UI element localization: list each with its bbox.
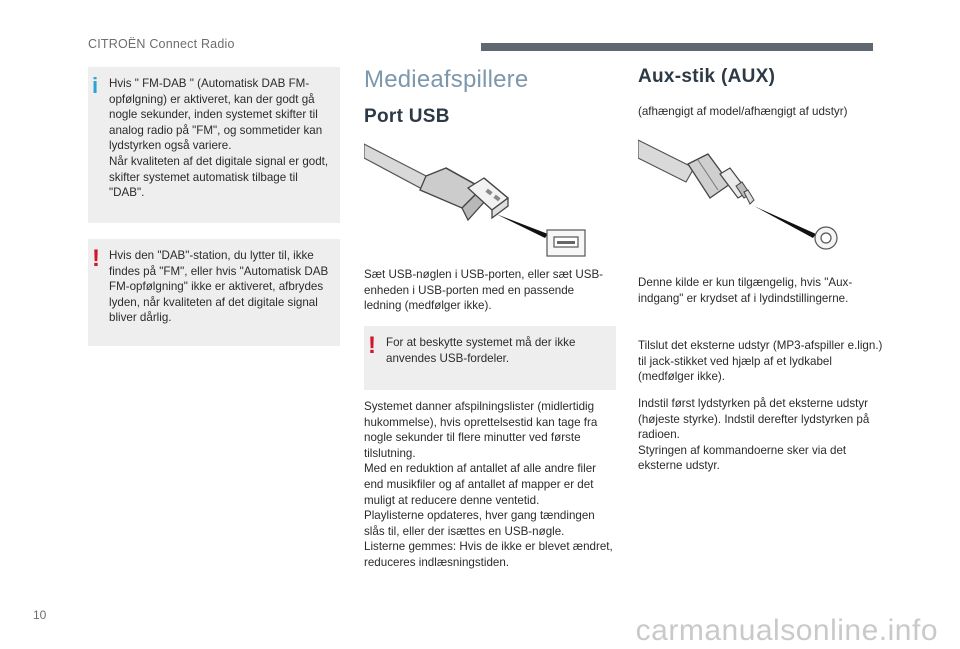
document-header-title: CITROËN Connect Radio	[88, 37, 235, 51]
usb-plug-illustration	[364, 138, 594, 260]
header-bar	[481, 43, 873, 51]
section-title-media: Medieafspillere	[364, 66, 529, 93]
warning-box-dab	[88, 239, 340, 346]
aux-subtitle: (afhængigt af model/afhængigt af udstyr)	[638, 105, 848, 118]
aux-title: Aux-stik (AUX)	[638, 66, 776, 87]
jack-plug-illustration	[638, 134, 848, 254]
usb-title: Port USB	[364, 106, 450, 127]
info-text: Hvis " FM-DAB " (Automatisk DAB FM-opfølgning) er aktiveret, kan der godt gå nogle sekunder, inden systemet skifter til analog radio på "FM", og sommetider kan lydstyrken også variere. Når kvaliteten af det digitale signal er godt, skifter systemet automatisk tilbage til "DAB".	[109, 77, 329, 200]
warning-icon: !	[92, 245, 100, 272]
page-number: 10	[33, 608, 47, 622]
aux-availability-text: Denne kilde er kun tilgængelig, hvis "Aux-indgang" er krydset af i lydindstillingerne.	[638, 276, 853, 305]
warning-text-dab: Hvis den "DAB"-station, du lytter til, ikke findes på "FM", eller hvis "Automatisk DAB FM-opfølgning" ikke er aktiveret, afbrydes lyden, når kvaliteten af det digitale signal bliver dårlig.	[109, 249, 329, 325]
info-box	[88, 67, 340, 223]
warning-icon: !	[368, 332, 376, 359]
watermark: carmanualsonline.info	[635, 614, 938, 647]
aux-volume-text: Indstil først lydstyrken på det eksterne udstyr (højeste styrke). Indstil derefter lydstyrken på radioen. Styringen af kommandoerne sker via det eksterne udstyr.	[638, 397, 870, 473]
info-icon: i	[92, 73, 99, 98]
warning-box-usb	[364, 326, 616, 390]
warning-text-usb: For at beskytte systemet må der ikke anvendes USB-fordeler.	[386, 336, 576, 365]
usb-instruction-text: Sæt USB-nøglen i USB-porten, eller sæt USB-enheden i USB-porten med en passende ledning (medfølger ikke).	[364, 268, 604, 313]
aux-connect-text: Tilslut det eksterne udstyr (MP3-afspiller e.lign.) til jack-stikket ved hjælp af et lydkabel (medfølger ikke).	[638, 339, 883, 384]
usb-playlist-text: Systemet danner afspilningslister (midlertidig hukommelse), hvis oprettelsestid kan tage fra nogle sekunder til flere minutter ved første tilslutning. Med en reduktion af antallet af alle andre filer end musikfiler og af antallet af mapper er det muligt at reducere denne ventetid. Playlisterne opdateres, hver gang tændingen slås til, eller der isættes en USB-nøgle. Listerne gemmes: Hvis de ikke er blevet ændret, reduceres indlæsningstiden.	[364, 400, 613, 569]
